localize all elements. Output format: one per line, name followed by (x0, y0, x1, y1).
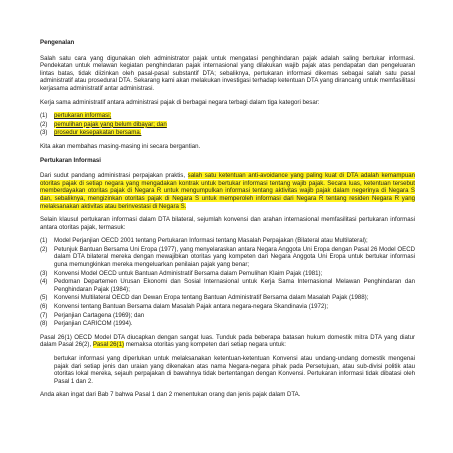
list-text: Model Perjanjian OECD 2001 tentang Pertukaran Informasi tentang Masalah Perpajakan (Bilateral atau Multilateral); (54, 237, 368, 245)
list-number: (2) (40, 245, 48, 253)
list-item (40, 320, 415, 328)
list-number: (2) (40, 120, 48, 128)
list-item (40, 246, 415, 269)
paragraph: Salah satu cara yang digunakan oleh administrator pajak untuk mengatasi penghindaran pajak adalah saling bertukar informasi. Pendekatan untuk melawan kegiatan penghindaran pajak internasional yang dilakukan wajib pajak atas pendapatan dan pengeluaran lintas batas, tidak diizinkan oleh pasal-pasal substantif DTA; sebaliknya, pertukaran informasi dikemas sebagai salah satu pasal administratif atau prosedural DTA. Sekarang kami akan melakukan investigasi terhadap ketentuan DTA yang dirancang untuk memfasilitasi kerjasama administratif antar administrasi. (40, 54, 415, 92)
list-item (40, 278, 415, 293)
paragraph: Kita akan membahas masing-masing ini secara bergantian. (40, 142, 201, 150)
list-number: (7) (40, 311, 48, 319)
list-number: (1) (40, 112, 48, 120)
paragraph: Kerja sama administratif antara administrasi pajak di berbagai negara terbagi dalam tiga kategori besar: (40, 98, 320, 106)
list-number: (5) (40, 294, 48, 302)
highlighted-list-text: pemulihan pajak yang belum dibayar; dan (54, 120, 167, 128)
list-number: (3) (40, 269, 48, 277)
highlighted-list-text: pertukaran informasi; (54, 112, 112, 120)
paragraph (40, 172, 415, 210)
list-number: (1) (40, 237, 48, 245)
list-item (40, 112, 415, 120)
list-text: Pedoman Departemen Urusan Ekonomi dan Sosial Internasional untuk Kerja Sama Internasional Melawan Penghindaran dan Penghindaran Pajak (1984); (54, 278, 415, 293)
list-number: (3) (40, 129, 48, 137)
paragraph (40, 334, 415, 349)
list-number: (8) (40, 320, 48, 328)
block-quote: bertukar informasi yang diperlukan untuk melaksanakan ketentuan-ketentuan Konvensi atau undang-undang domestik mengenai pajak dari setiap jenis dan uraian yang dikenakan atas nama Negara-negara pihak pada Persetujuan, atau sub-divisi politik atau otoritas lokal mereka, sejauh perpajakan di bawahnya tidak bertentangan dengan Konvensi. Pertukaran informasi tidak dibatasi oleh Pasal 1 dan 2. (54, 355, 415, 385)
list-item (40, 312, 415, 320)
paragraph-text: Pasal 26(1) OECD Model DTA diucapkan dengan sangat luas. Tunduk pada beberapa batasan hukum domestik mitra DTA yang diatur dalam Pasal 26(2), (40, 333, 415, 349)
highlighted-list-text: prosedur kesepakatan bersama. (54, 129, 142, 137)
list-text: Perjanjian CARICOM (1994). (54, 320, 133, 328)
list-text: Perjanjian Cartagena (1969); dan (54, 311, 145, 319)
paragraph: Anda akan ingat dari Bab 7 bahwa Pasal 1 dan 2 menentukan orang dan jenis pajak dalam DTA. (40, 391, 301, 399)
list-text: Petunjuk Bantuan Bersama Uni Eropa (1977), yang menyelaraskan antara Negara Anggota Uni Eropa dengan Pasal 26 Model OECD dalam DTA bilateral mereka dengan mewajibkan otoritas yang kompeten dari Negara Anggota Uni Eropa untuk bertukar informasi guna memungkinkan mereka mengeluarkan penilaian pajak yang benar; (54, 245, 415, 269)
highlighted-text: salah satu ketentuan anti-avoidance yang paling kuat di DTA adalah kemampuan otoritas pajak di setiap negara yang mengadakan kontrak untuk bertukar informasi tentang wajib pajak. Secara luas, ketentuan tersebut memberdayakan otoritas pajak di Negara R untuk mengumpulkan informasi tentang aktivitas wajib pajak dalam negerinya di Negara S dan, sebaliknya, mengizinkan otoritas pajak di Negara S untuk memperoleh informasi dari Negara R tentang residen Negara R yang melaksanakan aktivitas atau berinvestasi di Negara S. (40, 172, 415, 210)
list-item (40, 237, 415, 245)
highlighted-text: Pasal 26(1) (92, 341, 125, 349)
section-heading-pertukaran-informasi: Pertukaran Informasi (40, 156, 101, 164)
list-item (40, 129, 415, 137)
list-item (40, 303, 415, 311)
cooperation-categories-list (40, 112, 415, 137)
document-body (40, 39, 415, 405)
list-item (40, 294, 415, 302)
list-text: Konvensi tentang Bantuan Bersama dalam Masalah Pajak antara negara-negara Skandinavia (1972); (54, 303, 329, 311)
list-number: (6) (40, 303, 48, 311)
conventions-list (40, 237, 415, 328)
paragraph-text: memaksa otoritas yang kompeten dari setiap negara untuk: (124, 341, 286, 349)
list-text: Konvensi Model OECD untuk Bantuan Administratif Bersama dalam Pemulihan Klaim Pajak (1981); (54, 269, 323, 277)
list-number: (4) (40, 278, 48, 286)
section-heading-pengenalan: Pengenalan (40, 39, 75, 46)
list-text: Konvensi Multilateral OECD dan Dewan Eropa tentang Bantuan Administratif Bersama dalam Masalah Pajak (1988); (54, 294, 369, 302)
paragraph: Selain klausul pertukaran informasi dalam DTA bilateral, sejumlah konvensi dan arahan internasional memfasilitasi pertukaran informasi antara otoritas pajak, termasuk: (40, 216, 415, 231)
list-item (40, 270, 415, 278)
paragraph-text: Dari sudut pandang administrasi perpajakan praktis, (40, 172, 188, 180)
list-item (40, 121, 415, 129)
